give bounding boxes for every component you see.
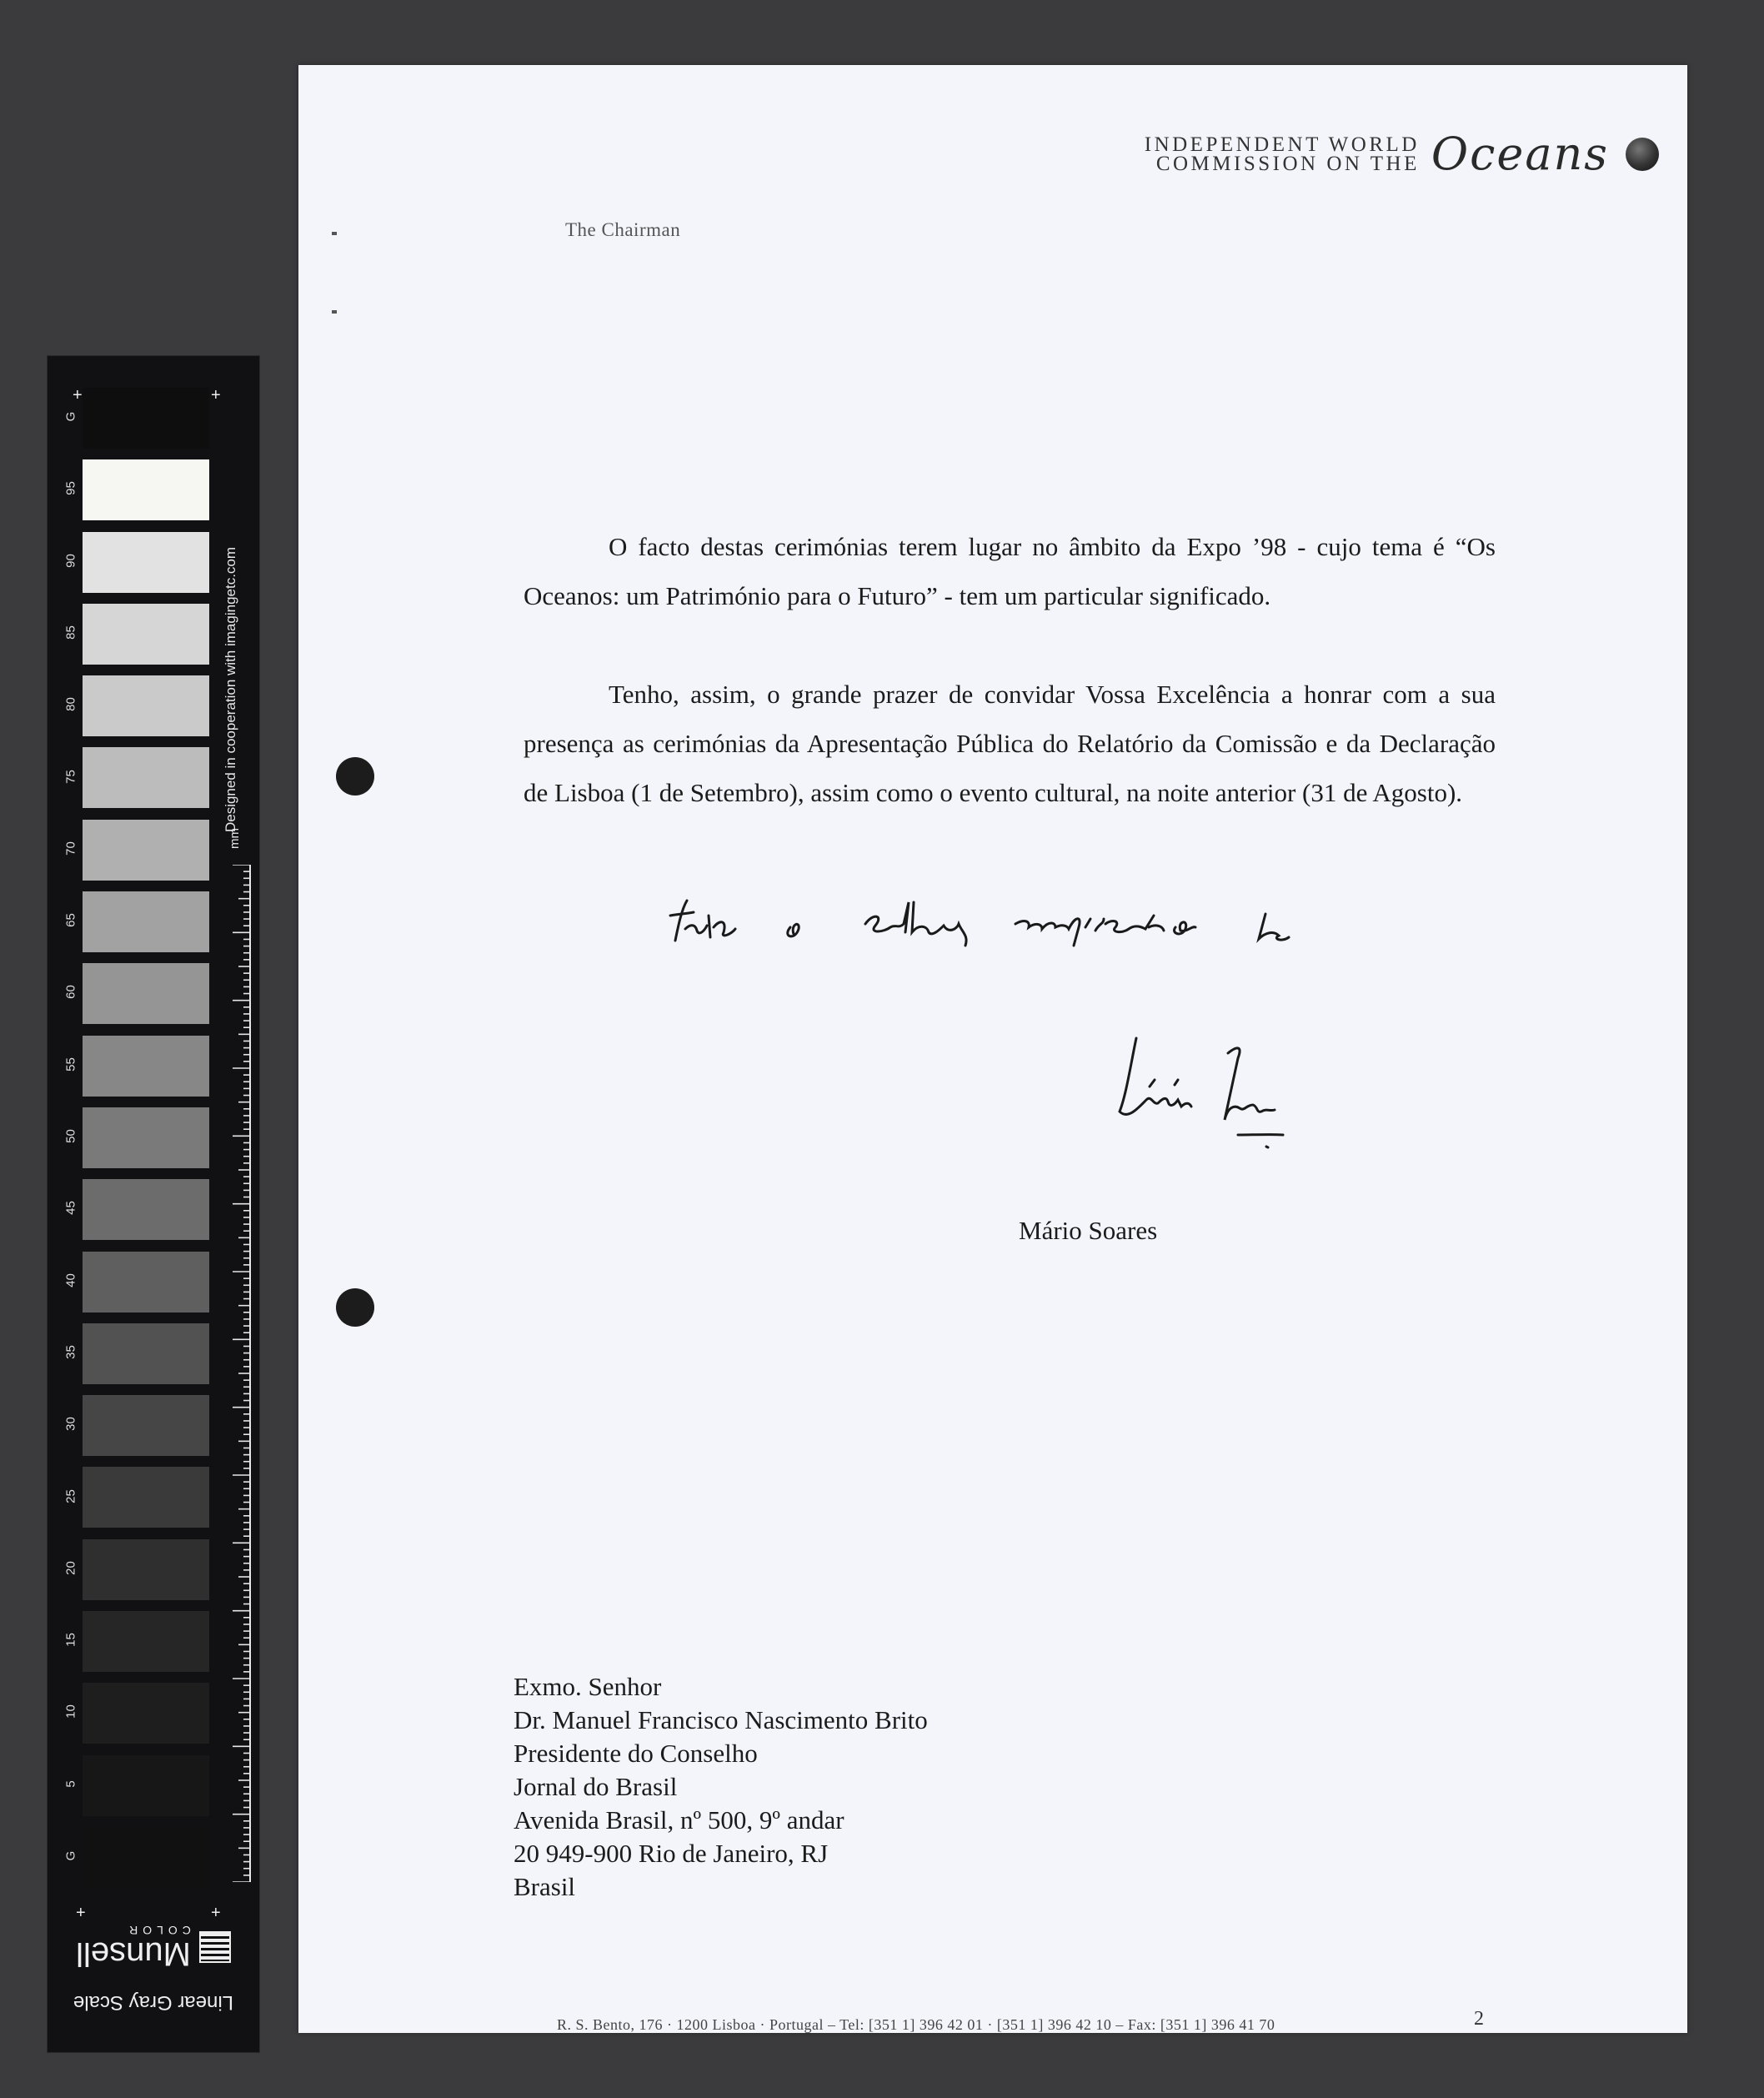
gray-patch bbox=[83, 963, 209, 1024]
gray-patch bbox=[83, 388, 209, 449]
recipient-address bbox=[514, 1670, 928, 1904]
address-line: Dr. Manuel Francisco Nascimento Brito bbox=[514, 1705, 928, 1734]
gray-label: 75 bbox=[63, 769, 78, 784]
address-line: 20 949-900 Rio de Janeiro, RJ bbox=[514, 1839, 829, 1868]
paper-mark bbox=[332, 310, 337, 314]
gray-patch bbox=[83, 747, 209, 808]
gray-patch bbox=[83, 1252, 209, 1313]
globe-icon bbox=[1626, 138, 1659, 171]
punch-hole bbox=[336, 1288, 374, 1327]
letterhead bbox=[1144, 128, 1659, 180]
gray-label: G bbox=[63, 411, 78, 422]
gray-label: 45 bbox=[63, 1201, 78, 1216]
gray-patch bbox=[83, 1755, 209, 1816]
gray-label: 95 bbox=[63, 481, 78, 496]
card-branding bbox=[64, 1924, 243, 2014]
gray-label: 25 bbox=[63, 1488, 78, 1503]
munsell-logo-icon bbox=[199, 1931, 231, 1963]
gray-label: 60 bbox=[63, 985, 78, 1000]
page-number: 2 bbox=[1474, 2008, 1484, 2030]
card-credit-text: Designed in cooperation with imagingetc.com bbox=[223, 546, 238, 833]
gray-patch bbox=[83, 675, 209, 736]
address-line: Avenida Brasil, nº 500, 9º andar bbox=[514, 1805, 844, 1834]
letterhead-text bbox=[1145, 135, 1420, 173]
munsell-sub: COLOR bbox=[124, 1924, 191, 1937]
letterhead-line-1: INDEPENDENT WORLD bbox=[1144, 133, 1420, 156]
gray-patch bbox=[83, 1036, 209, 1097]
gray-label: 70 bbox=[63, 841, 78, 856]
gray-scale-card bbox=[47, 355, 260, 2053]
gray-patch bbox=[83, 1539, 209, 1600]
gray-label: 90 bbox=[63, 553, 78, 568]
munsell-logo bbox=[64, 1924, 243, 1970]
signer-name: Mário Soares bbox=[1019, 1216, 1158, 1245]
gray-patch bbox=[83, 459, 209, 520]
gray-patch bbox=[83, 891, 209, 952]
gray-patch bbox=[83, 1683, 209, 1744]
crosshair-mark: + bbox=[76, 1904, 86, 1922]
gray-label: 10 bbox=[63, 1704, 78, 1719]
punch-hole bbox=[336, 757, 374, 796]
gray-patch bbox=[83, 604, 209, 665]
footer-contact: R. S. Bento, 176 · 1200 Lisboa · Portugal – Tel: [351 1] 396 42 01 · [351 1] 396 42 10 – Fax: [351 1] 396 41 70 bbox=[557, 2016, 1275, 2033]
gray-patch bbox=[83, 1827, 209, 1888]
letter-page bbox=[298, 65, 1687, 2033]
gray-patch bbox=[83, 1107, 209, 1168]
address-line: Presidente do Conselho bbox=[514, 1739, 758, 1768]
paragraph-2 bbox=[524, 670, 1496, 817]
gray-label: 35 bbox=[63, 1345, 78, 1359]
paragraph-1 bbox=[524, 522, 1496, 620]
gray-label: 40 bbox=[63, 1272, 78, 1287]
address-line: Brasil bbox=[514, 1872, 576, 1901]
gray-patch bbox=[83, 1179, 209, 1240]
gray-patch bbox=[83, 820, 209, 881]
gray-patch bbox=[83, 1395, 209, 1456]
gray-patch bbox=[83, 1467, 209, 1528]
address-line: Exmo. Senhor bbox=[514, 1672, 662, 1701]
card-title: Linear Gray Scale bbox=[73, 1991, 234, 2014]
gray-label: 30 bbox=[63, 1417, 78, 1432]
gray-label: 15 bbox=[63, 1633, 78, 1647]
crosshair-mark: + bbox=[73, 386, 83, 404]
gray-label: G bbox=[63, 1850, 78, 1861]
munsell-wordmark bbox=[76, 1924, 191, 1970]
paragraph-text: O facto destas cerimónias terem lugar no âmbito da Expo ’98 - cujo tema é “Os Oceanos: um Património para o Futuro” - tem um particular significado. bbox=[524, 532, 1496, 610]
munsell-name: Munsell bbox=[76, 1935, 191, 1972]
signature bbox=[1103, 1028, 1303, 1153]
gray-label: 80 bbox=[63, 697, 78, 712]
mm-ruler bbox=[233, 865, 251, 1882]
gray-label: 5 bbox=[63, 1780, 78, 1788]
letterhead-brand: Oceans bbox=[1431, 128, 1609, 180]
gray-patch bbox=[83, 1323, 209, 1384]
crosshair-mark: + bbox=[211, 386, 221, 404]
handwritten-closing bbox=[665, 891, 1299, 957]
gray-label: 55 bbox=[63, 1057, 78, 1072]
paper-mark bbox=[332, 232, 337, 235]
gray-patch bbox=[83, 1611, 209, 1672]
gray-patch bbox=[83, 532, 209, 593]
gray-label: 50 bbox=[63, 1129, 78, 1143]
card-credit bbox=[221, 523, 241, 856]
sender-title: The Chairman bbox=[565, 219, 681, 240]
address-line: Jornal do Brasil bbox=[514, 1772, 678, 1801]
letterhead-line-2: COMMISSION ON THE bbox=[1155, 153, 1420, 175]
ruler-unit: mm bbox=[228, 828, 242, 849]
gray-label: 85 bbox=[63, 625, 78, 640]
gray-patches bbox=[83, 388, 209, 1899]
gray-label: 20 bbox=[63, 1560, 78, 1575]
paragraph-text: Tenho, assim, o grande prazer de convidar Vossa Excelência a honrar com a sua presença as cerimónias da Apresentação Pública do Relatório da Comissão e da Declaração de Lisboa (1 de Setembro), assim como o evento cultural, na noite anterior (31 de Agosto). bbox=[524, 680, 1496, 807]
gray-label: 65 bbox=[63, 913, 78, 927]
crosshair-mark: + bbox=[211, 1904, 221, 1922]
